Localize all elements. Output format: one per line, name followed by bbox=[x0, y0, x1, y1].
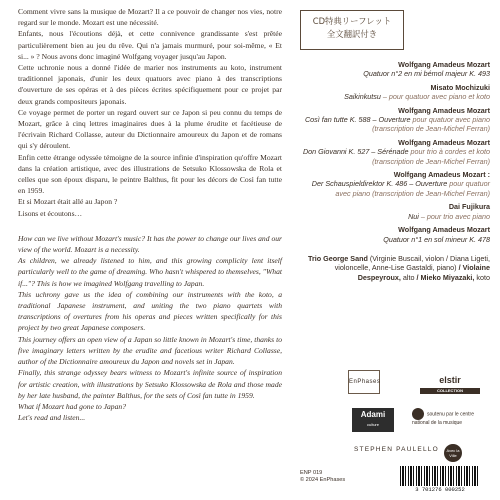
adami-logo bbox=[352, 408, 394, 432]
track-list bbox=[300, 56, 490, 282]
performer-detail: koto bbox=[474, 272, 490, 282]
en-paragraph: How can we live without Mozart's music? It has the power to change our lives and our view of the world. Mozart is a necessity. bbox=[18, 233, 282, 255]
track-arrangement: pour quatuor avec piano (transcription de Jean-Michel Ferran) bbox=[372, 115, 490, 134]
track-arrangement: pour quatuor avec piano (transcription de Jean-Michel Ferran) bbox=[335, 179, 490, 198]
track-title: Quatuor n°1 en sol mineur K. 478 bbox=[383, 234, 490, 244]
elstir-logo-text: elstir bbox=[439, 375, 461, 385]
city-logo: Avec la Ville bbox=[444, 444, 462, 462]
track-composer: Wolfgang Amadeus Mozart bbox=[398, 137, 490, 147]
jp-line: 全文翻訳付き bbox=[326, 29, 378, 39]
fr-paragraph: Comment vivre sans la musique de Mozart? Il a ce pouvoir de changer nos vies, notre regard sur le monde. Mozart est une nécessité. bbox=[18, 7, 282, 28]
track-item bbox=[300, 138, 490, 166]
track-title: Nui bbox=[408, 211, 419, 221]
en-paragraph: Finally, this strange odyssey bears witness to Mozart's infinite source of inspiration for artistic creation, with illustrations by Setsuko Klossowska de Rola and those made by her late husband, the painter Balthus, for the sets of Così fan tutte in 1959. bbox=[18, 368, 282, 400]
performer-name: Trio George Sand bbox=[307, 253, 368, 263]
cnm-circle-icon bbox=[412, 408, 424, 420]
adami-logo-sub: culture bbox=[366, 422, 379, 427]
fr-paragraph: Enfin cette étrange odyssée témoigne de la source infinie d'inspiration qu'offre Mozart dans la création artistique, avec des illustrations de Setsuko Klossowska de Rola et celles que son époux disparu, le peintre Balthus, fit pour les décors de Così fan tutte en 1959. bbox=[18, 152, 282, 196]
fr-paragraph: Enfants, nous l'écoutions déjà, et cette connivence grandissante s'est prêtée particulièrement bien au jeu du rêve. Qui n'a jamais murmuré, pour soi-même, « Et si... » ? Nous avons donc imaginé Wolfgang voyager jusqu'au Japon. bbox=[18, 29, 282, 61]
fr-paragraph: Lisons et écoutons… bbox=[18, 208, 83, 218]
track-composer: Wolfgang Amadeus Mozart bbox=[398, 225, 490, 235]
jp-line: CD特典リーフレット bbox=[312, 16, 392, 26]
catalog-code: ENP 019 bbox=[300, 470, 323, 476]
en-paragraph: Let's read and listen... bbox=[18, 413, 86, 423]
performer-name: / Violaine Despeyroux, bbox=[357, 263, 490, 282]
english-notes bbox=[18, 233, 282, 423]
performer-detail: (Virginie Buscail, violon / Diana Ligeti, violoncelle, Anne-Lise Gastaldi, piano) bbox=[334, 253, 490, 273]
liner-notes bbox=[18, 6, 282, 423]
track-composer: Wolfgang Amadeus Mozart bbox=[398, 105, 490, 115]
performer-name: / Mieko Miyazaki, bbox=[414, 272, 475, 282]
french-notes bbox=[18, 6, 282, 219]
track-composer: Wolfgang Amadeus Mozart : bbox=[393, 170, 490, 180]
track-item bbox=[300, 83, 490, 102]
track-arrangement: pour trio à cordes et koto (transcription de Jean-Michel Ferran) bbox=[372, 147, 490, 166]
en-paragraph: What if Mozart had gone to Japan? bbox=[18, 401, 126, 411]
barcode-number: 3 701276 000252 bbox=[415, 486, 465, 493]
enphases-logo: EnPhases bbox=[348, 370, 380, 394]
track-title: Don Giovanni K. 527 – Sérénade bbox=[302, 147, 409, 157]
fr-paragraph: Cette uchronie nous a donné l'idée de marier nos instruments au koto, instrument traditionnel japonais, d'unir les deux quatuors avec piano à des transcriptions d'ouverture de ses opéras et à des pièces écrites spécifiquement pour ce projet par deux grands compositeurs japonais. bbox=[18, 63, 282, 106]
performers bbox=[300, 254, 490, 282]
fr-paragraph: Ce voyage permet de porter un regard ouvert sur ce Japon si peu connu du temps de Mozart, grâce à cinq lettres imaginaires dues à la plume érudite et facétieuse de l'écrivain Richard Collasse, auteur du Dictionnaire amoureux du Japon et de romans qui s'y déroulent. bbox=[18, 107, 282, 151]
track-title: Così fan tutte K. 588 – Ouverture bbox=[304, 115, 411, 125]
track-composer: Wolfgang Amadeus Mozart bbox=[398, 60, 490, 69]
copyright: © 2024 EnPhases bbox=[300, 477, 346, 483]
track-item bbox=[300, 202, 490, 221]
track-title: Der Schauspieldirektor K. 486 – Ouverture bbox=[311, 179, 448, 189]
track-item bbox=[300, 60, 490, 79]
elstir-logo bbox=[420, 372, 480, 400]
track-item bbox=[300, 106, 490, 134]
track-composer: Misato Mochizuki bbox=[430, 82, 490, 92]
track-arrangement: – pour quatuor avec piano et koto bbox=[380, 92, 490, 102]
track-arrangement: – pour trio avec piano bbox=[418, 211, 490, 221]
track-title: Saikinkutsu bbox=[344, 92, 381, 102]
en-paragraph: This uchrony gave us the idea of combining our instruments with the koto, a traditional Japanese instrument, and uniting the two piano quartets with transcriptions of overtures from his operas and pieces written specifically for this project by two great Japanese composers. bbox=[18, 289, 282, 333]
fr-paragraph: Et si Mozart était allé au Japon ? bbox=[18, 197, 118, 207]
track-composer: Dai Fujikura bbox=[448, 202, 490, 212]
track-title: Quatuor n°2 en mi bémol majeur K. 493 bbox=[363, 69, 490, 79]
barcode bbox=[400, 466, 480, 494]
cnm-logo bbox=[412, 408, 476, 428]
track-item bbox=[300, 225, 490, 244]
catalog-info bbox=[300, 470, 345, 484]
en-paragraph: This journey offers an open view of a Japan so little known in Mozart's time, thanks to five imaginary letters written by the erudite and facetious writer Richard Collasse, author of the Dictionnaire amoureux du Japon and novels set in Japan. bbox=[18, 334, 282, 367]
en-paragraph: As children, we already listened to him, and this growing complicity lent itself particularly well to the game of dreaming. Who hasn't whispered to themselves, "What if..."? This is how we imagined Wolfgang travelling to Japan. bbox=[18, 256, 282, 288]
japanese-leaflet-notice bbox=[300, 10, 404, 50]
stephen-paulello-logo: STEPHEN PAULELLO bbox=[354, 446, 439, 453]
track-item bbox=[300, 170, 490, 198]
performer-detail: alto bbox=[400, 272, 415, 282]
elstir-logo-sub: COLLECTION bbox=[420, 388, 480, 394]
adami-logo-text: Adami bbox=[360, 410, 386, 419]
cnm-logo-text: soutenu par le centre national de la musique bbox=[412, 411, 474, 426]
barcode-bars bbox=[400, 466, 480, 486]
